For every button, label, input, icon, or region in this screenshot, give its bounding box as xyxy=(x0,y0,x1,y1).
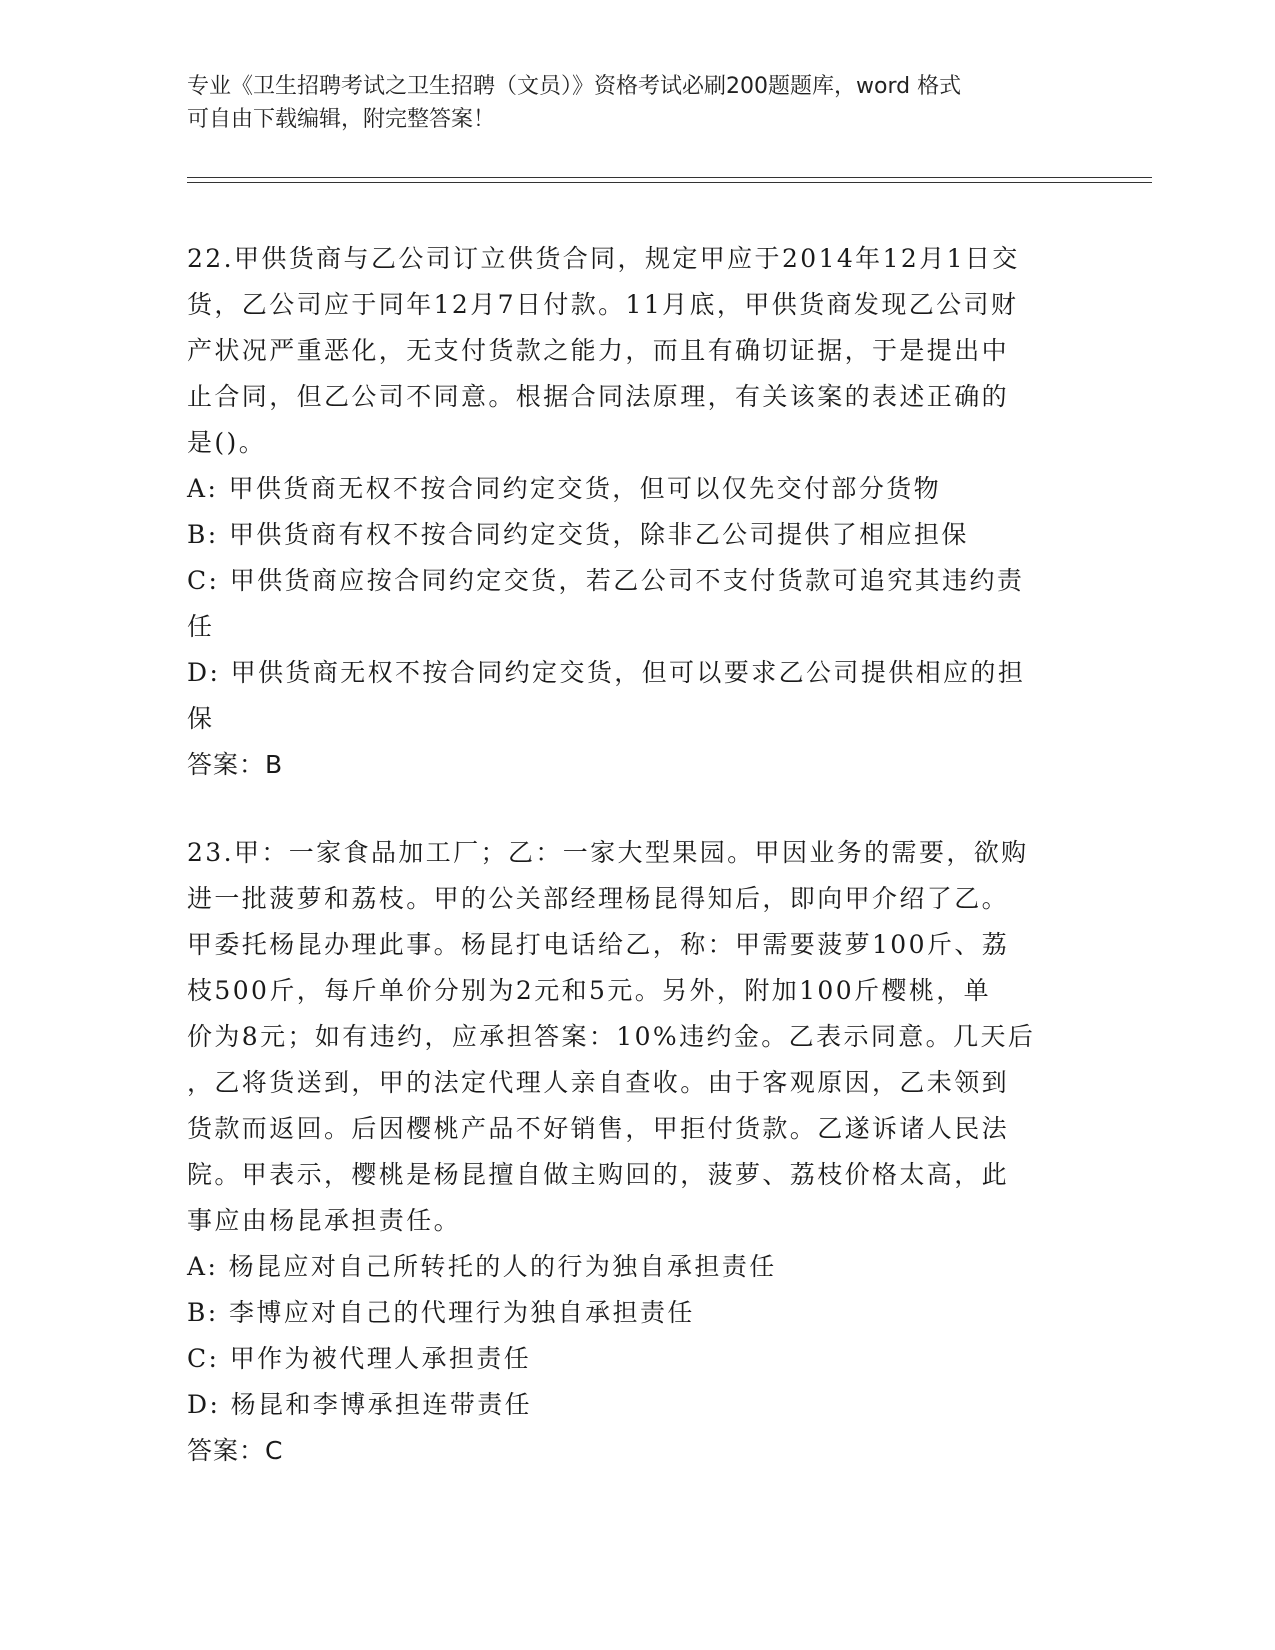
stem-line: ，乙将货送到，甲的法定代理人亲自查收。由于客观原因，乙未领到 xyxy=(187,1068,1010,1097)
stem-line: 事应由杨昆承担责任。 xyxy=(187,1206,462,1235)
stem-line: 货，乙公司应于同年12月7日付款。11月底，甲供货商发现乙公司财 xyxy=(187,290,1019,319)
option-d xyxy=(187,650,1087,742)
option-line: B: 甲供货商有权不按合同约定交货，除非乙公司提供了相应担保 xyxy=(187,520,969,549)
stem-line: 价为8元；如有违约，应承担答案：10%违约金。乙表示同意。几天后 xyxy=(187,1022,1036,1051)
option-line: 任 xyxy=(187,612,215,641)
option-line: A: 甲供货商无权不按合同约定交货，但可以仅先交付部分货物 xyxy=(187,474,942,503)
stem-line: 甲委托杨昆办理此事。杨昆打电话给乙，称：甲需要菠萝100斤、荔 xyxy=(187,930,1010,959)
stem-line: 产状况严重恶化，无支付货款之能力，而且有确切证据，于是提出中 xyxy=(187,336,1010,365)
option-c xyxy=(187,1336,1087,1382)
option-line: D: 甲供货商无权不按合同约定交货，但可以要求乙公司提供相应的担 xyxy=(187,658,1026,687)
option-line: A: 杨昆应对自己所转托的人的行为独自承担责任 xyxy=(187,1252,777,1281)
option-line: D: 杨昆和李博承担连带责任 xyxy=(187,1390,533,1419)
option-d xyxy=(187,1382,1087,1428)
stem-line: 22.甲供货商与乙公司订立供货合同，规定甲应于2014年12月1日交 xyxy=(187,244,1020,273)
option-line: C: 甲供货商应按合同约定交货，若乙公司不支付货款可追究其违约责 xyxy=(187,566,1025,595)
option-a xyxy=(187,1244,1087,1290)
document-header xyxy=(187,70,1067,136)
stem-line: 是()。 xyxy=(187,428,267,457)
option-b xyxy=(187,1290,1087,1336)
header-divider-bottom xyxy=(187,182,1152,183)
option-c xyxy=(187,558,1087,650)
option-line: 保 xyxy=(187,704,215,733)
header-line-2: 可自由下载编辑，附完整答案！ xyxy=(187,107,496,132)
stem-line: 枝500斤，每斤单价分别为2元和5元。另外，附加100斤樱桃，单 xyxy=(187,976,992,1005)
stem-line: 货款而返回。后因樱桃产品不好销售，甲拒付货款。乙遂诉诸人民法 xyxy=(187,1114,1010,1143)
option-line: C: 甲作为被代理人承担责任 xyxy=(187,1344,532,1373)
answer-label: 答案：B xyxy=(187,750,284,779)
question-stem xyxy=(187,236,1087,466)
answer-label: 答案：C xyxy=(187,1436,284,1465)
stem-line: 23.甲：一家食品加工厂；乙：一家大型果园。甲因业务的需要，欲购 xyxy=(187,838,1029,867)
option-b xyxy=(187,512,1087,558)
header-line-1: 专业《卫生招聘考试之卫生招聘（文员）》资格考试必刷200题题库，word 格式 xyxy=(187,74,962,99)
option-a xyxy=(187,466,1087,512)
question-list xyxy=(187,236,1087,1474)
question-22 xyxy=(187,236,1087,788)
header-divider-top xyxy=(187,177,1152,178)
question-stem xyxy=(187,830,1087,1244)
option-line: B: 李博应对自己的代理行为独自承担责任 xyxy=(187,1298,695,1327)
stem-line: 止合同，但乙公司不同意。根据合同法原理，有关该案的表述正确的 xyxy=(187,382,1010,411)
question-23 xyxy=(187,830,1087,1474)
stem-line: 进一批菠萝和荔枝。甲的公关部经理杨昆得知后，即向甲介绍了乙。 xyxy=(187,884,1010,913)
stem-line: 院。甲表示，樱桃是杨昆擅自做主购回的，菠萝、荔枝价格太高，此 xyxy=(187,1160,1010,1189)
